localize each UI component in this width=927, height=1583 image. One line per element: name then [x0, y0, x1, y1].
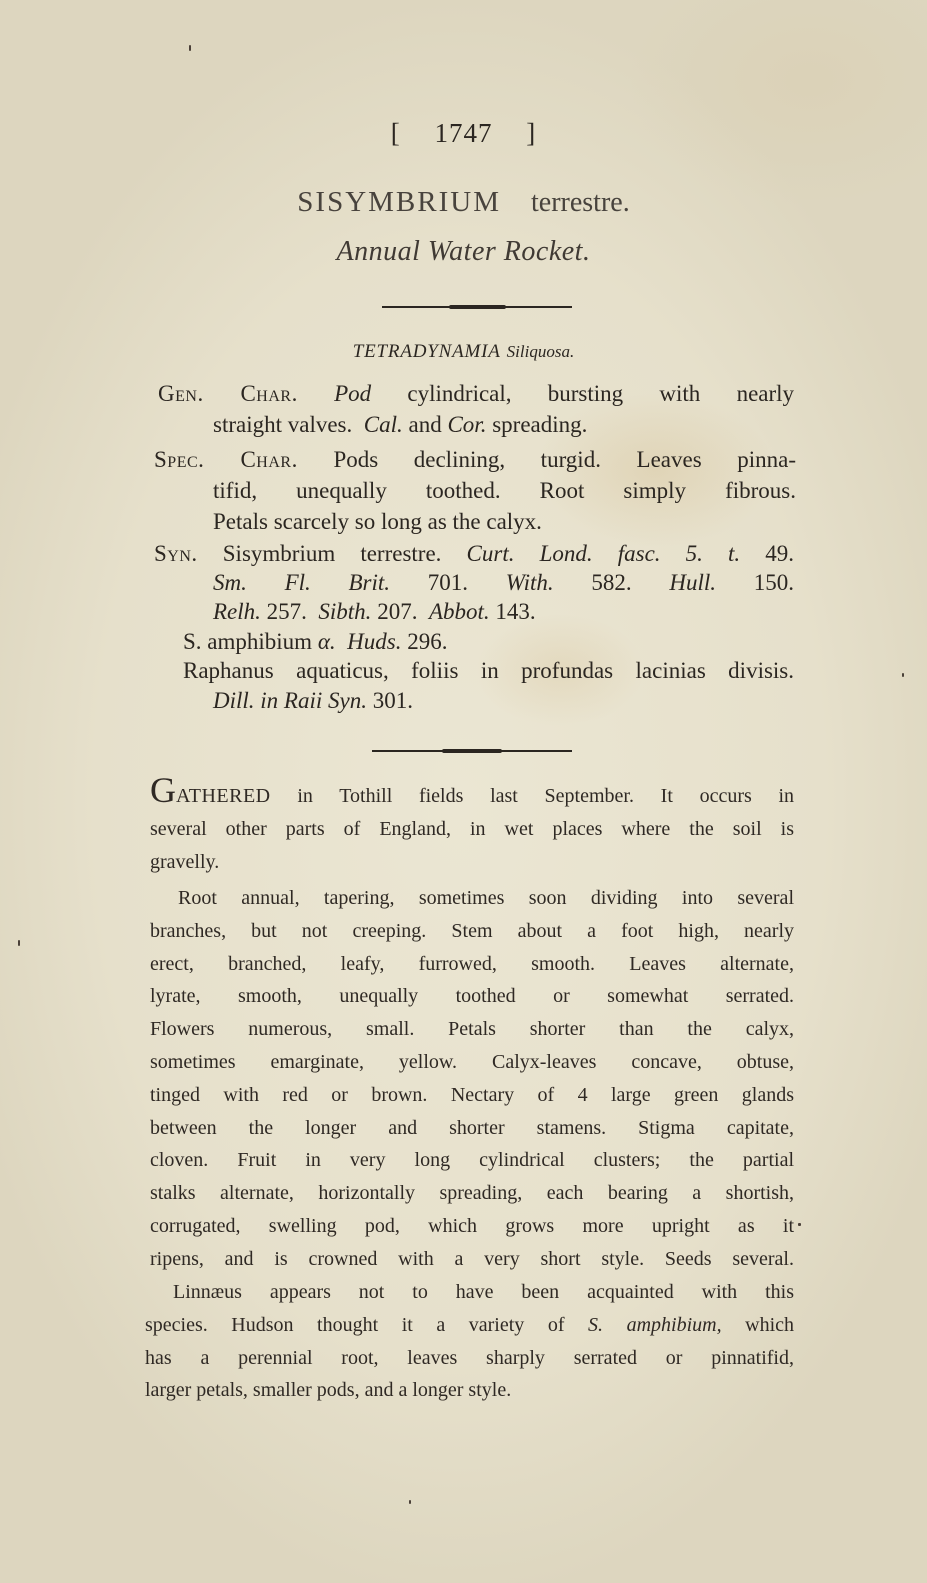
syn-num-6: 207. [377, 599, 418, 624]
paragraph-2 [150, 882, 794, 1276]
spec-char-label: Spec. Char. [154, 447, 298, 472]
paragraph-3-term: S. amphibium, [588, 1313, 722, 1336]
gen-char-term-cal: Cal. [363, 412, 403, 437]
synonymy-line-4 [183, 626, 447, 657]
common-name: Annual Water Rocket. [336, 236, 591, 267]
synonymy-line-5: Raphanus aquaticus, foliis in profundas lacinias divisis. [183, 658, 794, 683]
class-name: TETRADYNAMIA [352, 341, 501, 362]
paragraph-2-line: branches, but not creeping. Stem about a foot high, nearly [150, 919, 794, 942]
bracket-right: ] [526, 118, 537, 148]
paragraph-3-line-3: has a perennial root, leaves sharply serrated or pinnatifid, [145, 1346, 794, 1369]
paragraph-2-line: corrugated, swelling pod, which grows more upright as it [150, 1214, 794, 1237]
paper-speck [409, 1500, 411, 1504]
paragraph-3-text-2b: which [745, 1313, 795, 1336]
syn-source-5: Relh. [213, 599, 261, 624]
synonymy-line-1 [154, 538, 794, 569]
gen-char-line-2 [213, 409, 587, 440]
page-number: 1747 [434, 118, 493, 148]
order-name: Siliquosa. [506, 342, 575, 361]
syn-source-6: Sibth. [318, 599, 372, 624]
gen-char-label: Gen. Char. [158, 381, 298, 406]
syn-source-7: Abbot. [428, 599, 490, 624]
syn-num-2: 701. [427, 570, 469, 595]
paragraph-3 [145, 1276, 794, 1407]
syn-source-1: Curt. Lond. fasc. 5. t. [466, 541, 741, 566]
spec-char-text-1: Pods declining, turgid. Leaves pinna- [333, 447, 796, 472]
paragraph-2-line: erect, branched, leafy, furrowed, smooth. Leaves alternate, [150, 952, 794, 975]
species-title [0, 186, 927, 219]
spec-char-line-2: tifid, unequally toothed. Root simply fibrous. [213, 478, 796, 503]
plate-number [0, 118, 927, 149]
syn-source-2: Sm. Fl. Brit. [213, 570, 391, 595]
syn-alt-name-1: S. amphibium [183, 629, 313, 654]
paragraph-2-line: Flowers numerous, small. Petals shorter than the calyx, [150, 1018, 794, 1041]
spec-char-line-3: Petals scarcely so long as the calyx. [213, 509, 542, 534]
syn-alt-num-1: 296. [407, 629, 448, 654]
gen-char-term-pod: Pod [334, 381, 372, 406]
drop-cap: G [150, 770, 176, 810]
syn-alt-source-2b: Raii Syn. [283, 688, 367, 713]
syn-alt-source-2a: Dill. [213, 688, 255, 713]
paragraph-2-line: between the longer and shorter stamens. Stigma capitate, [150, 1116, 794, 1139]
paragraph-2-line: tinged with red or brown. Nectary of 4 large green glands [150, 1083, 794, 1106]
classification [0, 341, 927, 363]
syn-alt-source-1: Huds. [347, 629, 402, 654]
paragraph-2-line: Root annual, tapering, sometimes soon dividing into several [178, 887, 794, 909]
gen-char-text-2c: spreading. [492, 412, 588, 437]
paragraph-2-line: lyrate, smooth, unequally toothed or somewhat serrated. [150, 985, 794, 1008]
ornamental-rule-top [382, 306, 572, 308]
paragraph-3-line-4: larger petals, smaller pods, and a longer style. [145, 1379, 512, 1402]
gen-char-text-2a: straight valves. [213, 412, 353, 437]
syn-num-4: 150. [753, 570, 795, 595]
paper-speck [189, 45, 191, 51]
paragraph-2-line: cloven. Fruit in very long cylindrical clusters; the partial [150, 1149, 794, 1172]
paragraph-1-line-2: several other parts of England, in wet places where the soil is [150, 817, 794, 840]
paragraph-2-line: sometimes emarginate, yellow. Calyx-leaves concave, obtuse, [150, 1050, 794, 1073]
syn-num-3: 582. [591, 570, 632, 595]
bracket-left: [ [390, 118, 401, 148]
species-epithet: terrestre. [531, 187, 630, 218]
paragraph-1-text-1: in Tothill fields last September. It occurs in [297, 785, 795, 807]
paper-speck [18, 940, 20, 946]
paragraph-2-line: ripens, and is crowned with a very short style. Seeds several. [150, 1247, 794, 1270]
syn-name-1: Sisymbrium terrestre. [222, 541, 442, 566]
paper-speck [902, 673, 904, 677]
syn-num-1: 49. [765, 541, 794, 566]
gen-char-line-1 [158, 378, 794, 409]
syn-num-7: 143. [495, 599, 536, 624]
paragraph-1-line-1 [150, 770, 795, 813]
synonymy-line-3 [213, 596, 536, 627]
syn-alt-num-2: 301. [372, 688, 413, 713]
syn-alt-in: in [260, 688, 279, 713]
synonymy-label: Syn. [154, 541, 198, 566]
paragraph-3-text-2a: species. Hudson thought it a variety of [145, 1313, 565, 1336]
ornamental-rule-bottom [372, 750, 572, 752]
syn-source-3: With. [505, 570, 554, 595]
gen-char-term-cor: Cor. [447, 412, 487, 437]
paragraph-1 [150, 770, 795, 878]
syn-alt-variety: α. [317, 629, 336, 654]
syn-source-4: Hull. [669, 570, 717, 595]
gen-char-text-1: cylindrical, bursting with nearly [407, 381, 795, 406]
syn-num-5: 257. [266, 599, 307, 624]
genus-name: SISYMBRIUM [297, 186, 501, 218]
synonymy-line-6 [213, 685, 413, 716]
paragraph-3-line-2 [145, 1309, 794, 1342]
gen-char-text-2b: and [408, 412, 442, 437]
lead-caps: ATHERED [176, 785, 271, 807]
synonymy-line-2 [213, 567, 794, 598]
paragraph-3-line-1: Linnæus appears not to have been acquainted with this [173, 1281, 794, 1303]
paper-speck [798, 1223, 801, 1226]
paragraph-2-line: stalks alternate, horizontally spreading, each bearing a shortish, [150, 1182, 794, 1205]
spec-char-line-1 [154, 444, 796, 475]
paragraph-1-line-3: gravelly. [150, 850, 220, 873]
